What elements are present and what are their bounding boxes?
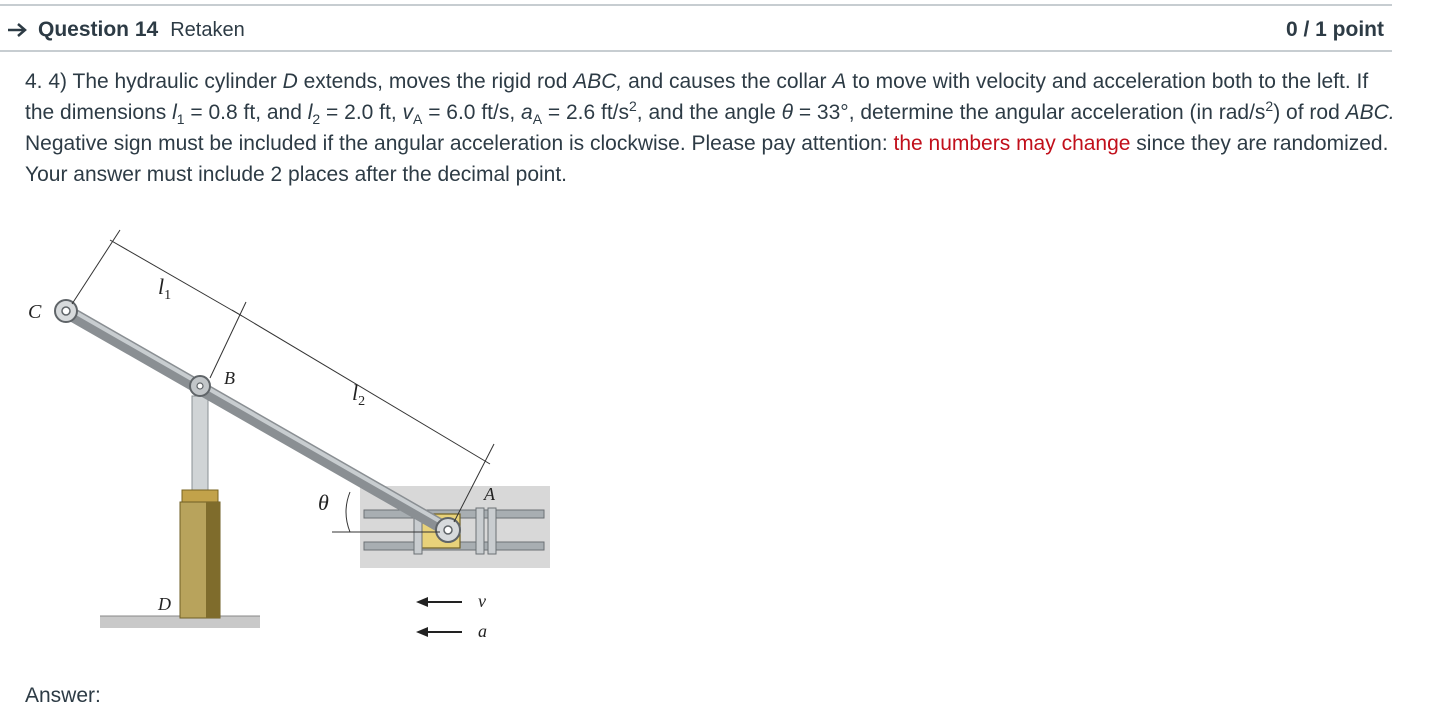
prompt-symbol-abc: ABC,	[573, 70, 623, 93]
label-a: A	[484, 484, 495, 504]
label-a-accel: a	[478, 621, 487, 641]
dim-l1-line	[110, 240, 242, 316]
question-points: 0 / 1 point	[1285, 18, 1384, 41]
rod-abc	[66, 311, 448, 530]
label-l1-symbol: l	[158, 274, 165, 299]
prompt-superscript: 2	[1265, 98, 1274, 114]
label-v: v	[478, 591, 486, 611]
mechanism-figure	[20, 218, 580, 642]
prompt-symbol-a: A	[832, 70, 847, 93]
label-l2-symbol: l	[352, 380, 359, 405]
prompt-symbol-abc: ABC.	[1345, 101, 1395, 124]
prompt-text: to move with velocity and acceleration both to the left. If the dimensions	[25, 70, 1369, 124]
prompt-text: = 2.0 ft,	[320, 101, 403, 124]
prompt-symbol-aa: a	[521, 101, 533, 124]
prompt-text: Negative sign must be included if the angular acceleration is clockwise. Please pay attention:	[25, 132, 894, 155]
collar-ring-right2	[488, 508, 496, 554]
randomized-warning: the numbers may change	[893, 132, 1131, 155]
label-l1-subscript: 1	[164, 288, 172, 303]
prompt-superscript: 2	[629, 98, 637, 114]
prompt-text: = 2.6 ft/s	[542, 101, 629, 124]
pin-a-center	[444, 526, 452, 534]
prompt-symbol-va: v	[402, 101, 414, 124]
theta-arc	[346, 492, 350, 532]
label-c: C	[28, 301, 42, 323]
arrow-right-icon	[6, 20, 30, 40]
cylinder-shade	[206, 502, 220, 618]
cylinder-cap	[182, 490, 218, 502]
acceleration-arrowhead	[416, 627, 428, 637]
prompt-subscript: A	[413, 111, 423, 128]
label-theta: θ	[318, 490, 329, 515]
question-number: 4. 4)	[25, 70, 68, 93]
question-text	[25, 66, 1395, 190]
prompt-text: = 33°, determine the angular acceleration (in rad/s	[793, 101, 1266, 124]
answer-label: Answer:	[25, 684, 101, 707]
label-b: B	[224, 368, 235, 388]
cylinder-rod	[192, 396, 208, 492]
prompt-symbol-l2: l	[307, 101, 313, 124]
pin-c-center	[62, 307, 70, 315]
prompt-subscript: A	[532, 111, 543, 128]
prompt-text: The hydraulic cylinder	[67, 70, 283, 93]
rod-abc-highlight	[66, 307, 448, 526]
prompt-symbol-d: D	[282, 70, 298, 93]
label-l1	[158, 274, 171, 303]
prompt-text: = 6.0 ft/s,	[422, 101, 521, 124]
dim-l2-line	[232, 310, 490, 464]
prompt-symbol-l1: l	[172, 101, 177, 124]
header-divider	[0, 50, 1392, 52]
question-header	[6, 14, 1384, 46]
prompt-text: ) of rod	[1273, 101, 1346, 124]
prompt-subscript: 1	[176, 111, 185, 128]
prompt-symbol-theta: θ	[781, 101, 793, 124]
question-title: Question 14	[38, 18, 159, 41]
prompt-subscript: 2	[312, 111, 321, 128]
prompt-text: = 0.8 ft, and	[184, 101, 308, 124]
prompt-text: extends, moves the rigid rod	[297, 70, 574, 93]
pin-b-center	[197, 383, 203, 389]
question-header-left	[6, 18, 245, 42]
label-d: D	[158, 594, 171, 614]
label-l2-subscript: 2	[358, 394, 366, 409]
label-l2	[352, 380, 365, 409]
prompt-text: and causes the collar	[622, 70, 833, 93]
dim-b-extension	[210, 302, 246, 378]
prompt-text: since they are randomized. Your answer must include 2 places after the decimal point.	[25, 132, 1389, 186]
top-divider	[0, 4, 1392, 6]
prompt-text: , and the angle	[636, 101, 782, 124]
question-status: Retaken	[170, 18, 245, 41]
collar-ring-right	[476, 508, 484, 554]
velocity-arrowhead	[416, 597, 428, 607]
